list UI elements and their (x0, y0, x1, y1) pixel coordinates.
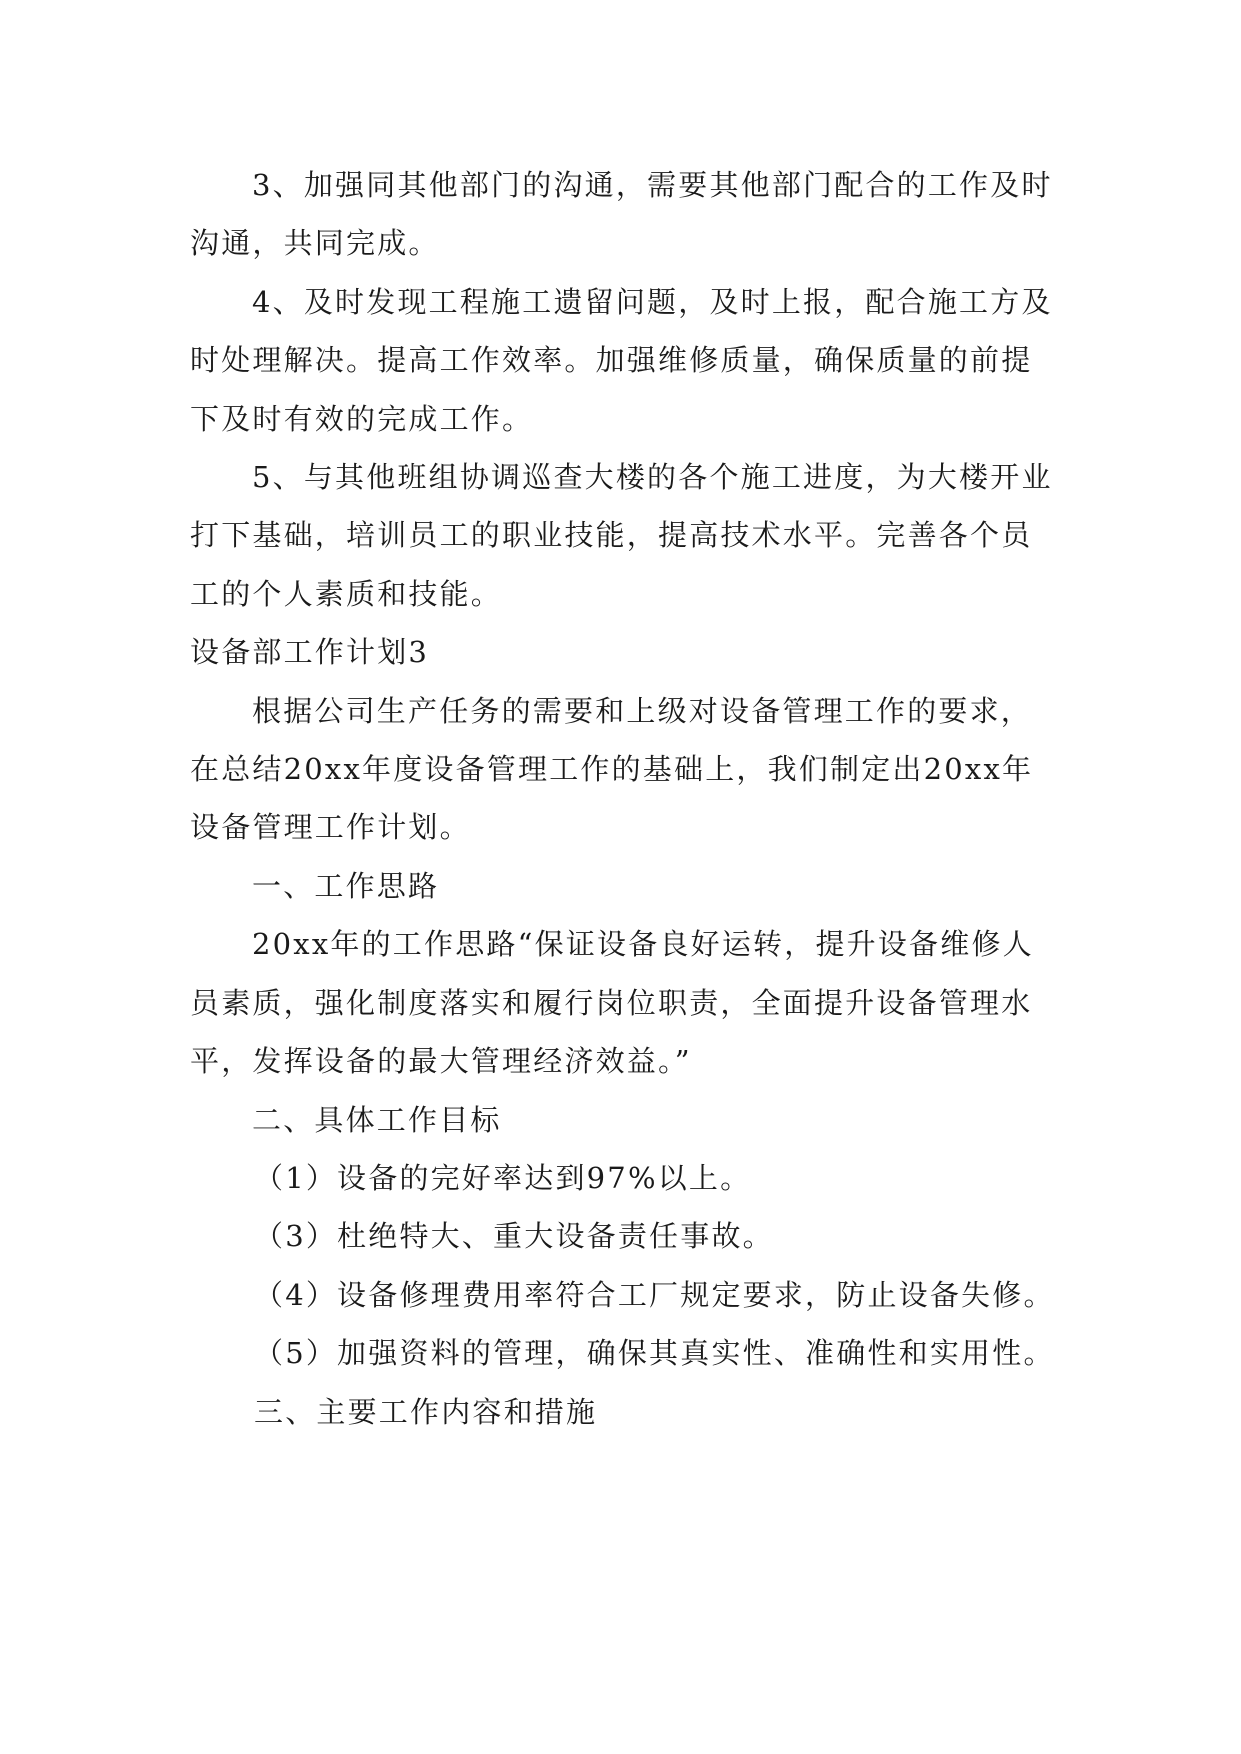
document-body (190, 156, 1055, 1441)
goal-item-4: （4）设备修理费用率符合工厂规定要求，防止设备失修。 (254, 1277, 1055, 1312)
intro-paragraph: 根据公司生产任务的需要和上级对设备管理工作的要求，在总结20xx年度设备管理工作的基础上，我们制定出20xx年设备管理工作计划。 (190, 693, 1034, 845)
paragraph-item-3: 3、加强同其他部门的沟通，需要其他部门配合的工作及时沟通，共同完成。 (190, 168, 1053, 261)
work-approach-paragraph: 20xx年的工作思路“保证设备良好运转，提升设备维修人员素质，强化制度落实和履行岗位职责，全面提升设备管理水平，发挥设备的最大管理经济效益。” (190, 927, 1034, 1079)
goal-item-5: （5）加强资料的管理，确保其真实性、准确性和实用性。 (254, 1336, 1055, 1371)
goal-item-3: （3）杜绝特大、重大设备责任事故。 (254, 1219, 774, 1254)
heading-work-approach: 一、工作思路 (252, 868, 440, 903)
goal-item-1: （1）设备的完好率达到97%以上。 (254, 1160, 752, 1195)
heading-main-content: 三、主要工作内容和措施 (254, 1394, 598, 1429)
section-title: 设备部工作计划3 (190, 635, 430, 670)
paragraph-item-5: 5、与其他班组协调巡查大楼的各个施工进度，为大楼开业打下基础，培训员工的职业技能，提高技术水平。完善各个员工的个人素质和技能。 (190, 460, 1053, 611)
heading-work-goals: 二、具体工作目标 (252, 1102, 502, 1137)
paragraph-item-4: 4、及时发现工程施工遗留问题，及时上报，配合施工方及时处理解决。提高工作效率。加强维修质量，确保质量的前提下及时有效的完成工作。 (190, 284, 1053, 436)
